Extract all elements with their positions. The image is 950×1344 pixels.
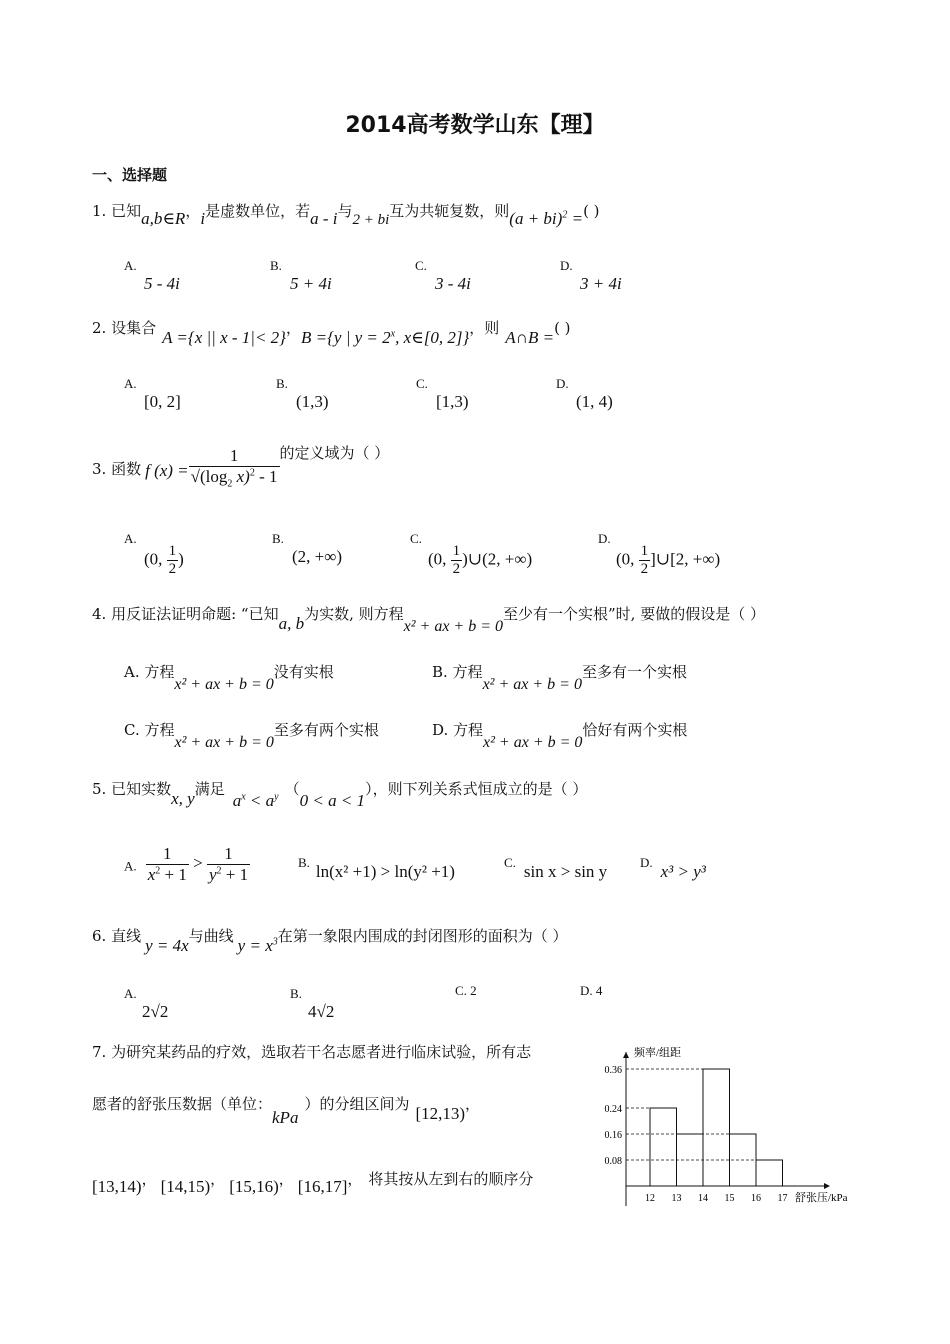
- q6-text-1: 与曲线: [188, 927, 234, 945]
- q2-option-c: C. [1,3): [416, 376, 469, 411]
- q5-text-2: （: [284, 780, 300, 798]
- q3-prefix: 3. 函数: [92, 459, 142, 478]
- q1-option-d: D. 3 + 4i: [560, 258, 622, 293]
- q1-math-5: (a + bi)$^2$ =: [509, 209, 584, 228]
- q1-text-1: ，: [185, 202, 201, 220]
- question-2: [92, 317, 571, 347]
- q3-math-1: f (x) =: [145, 460, 189, 480]
- q2-text-1: ，: [285, 319, 301, 337]
- q2-text-3: ( ): [554, 319, 571, 337]
- q3-option-b: B. (2, +∞): [272, 531, 343, 566]
- q5-text-1: 满足: [194, 780, 225, 798]
- x-tick-label: 16: [751, 1193, 761, 1204]
- q1-math-1: a,b∈R: [141, 209, 186, 228]
- q1-prefix: 1. 已知: [92, 202, 142, 220]
- q4-option-c: C. 方程x² + ax + b = 0至多有两个实根: [124, 721, 379, 751]
- y-tick-label: 0.08: [604, 1156, 622, 1167]
- q5-option-d: D. x³ > y³: [640, 855, 706, 881]
- x-axis-arrow: [824, 1183, 830, 1189]
- q2-text-2: ，则: [469, 319, 500, 337]
- q3-option-c: C. (0, $\frac{1}{2}$ )∪(2, +∞): [410, 531, 533, 577]
- x-tick-label: 13: [671, 1193, 682, 1204]
- question-3: [92, 440, 390, 490]
- q2-math-2: B ={y | $y = 2^x$, x∈[0, 2]}: [301, 328, 470, 347]
- q2-option-b: B. (1,3): [276, 376, 329, 411]
- q3-fraction: [189, 446, 280, 489]
- q3-denominator: $√(\log_2$ x)$^2$ - 1: [190, 467, 278, 490]
- y-tick-label: 0.24: [604, 1104, 622, 1115]
- question-7-line-2: 愿者的舒张压数据（单位：kPa）的分组区间为 [12,13)，: [92, 1095, 481, 1127]
- q5-math-3: 0 < a < 1: [299, 791, 366, 810]
- q6-math-1: y = 4x: [145, 936, 189, 955]
- question-7-line-1: 7. 为研究某药品的疗效，选取若干名志愿者进行临床试验，所有志: [92, 1043, 532, 1061]
- q4-text-1: 为实数, 则方程: [304, 605, 404, 623]
- q1-math-4: 2 + bi: [352, 212, 390, 228]
- y-tick-label: 0.16: [604, 1130, 622, 1141]
- q4-option-b: B. 方程x² + ax + b = 0至多有一个实根: [432, 663, 687, 693]
- q5-prefix: 5. 已知实数: [92, 780, 172, 798]
- q5-math-1: x, y: [171, 789, 195, 808]
- q4-option-a: A. 方程x² + ax + b = 0没有实根: [124, 663, 334, 693]
- q4-math-2: x² + ax + b = 0: [403, 618, 504, 635]
- q3-option-d: D. (0, $\frac{1}{2}$ ]∪[2, +∞): [598, 531, 721, 577]
- q6-option-a: A. 2√2: [124, 986, 169, 1021]
- q1-option-b: B. 5 + 4i: [270, 258, 332, 293]
- q4-math-1: a, b: [278, 614, 305, 633]
- q5-option-c: C. sin x > sin y: [504, 855, 608, 881]
- q5-math-2: $a^x < a^y$: [232, 791, 279, 810]
- q1-text-5: ( ): [583, 202, 600, 220]
- q3-text-1: 的定义域为（ ）: [279, 443, 390, 462]
- q2-prefix: 2. 设集合: [92, 319, 157, 337]
- q2-option-d: D. (1, 4): [556, 376, 613, 411]
- q6-option-d: D. 4: [580, 983, 603, 998]
- histogram-bar: [677, 1134, 704, 1186]
- question-4: [92, 603, 765, 635]
- histogram-bar: [756, 1160, 783, 1186]
- q6-option-c: C. 2: [455, 983, 477, 998]
- q2-math-1: A ={x || x - 1|< 2}: [162, 328, 286, 347]
- q6-prefix: 6. 直线: [92, 927, 142, 945]
- q4-text-2: 至少有一个实根”时, 要做的假设是（ ）: [503, 605, 765, 623]
- q3-option-a: A. (0, $\frac{1}{2}$ ): [124, 531, 184, 577]
- x-axis-label: 舒张压/kPa: [795, 1192, 848, 1204]
- q1-math-3: a - i: [310, 209, 338, 228]
- q4-prefix: 4. 用反证法证明命题: “已知: [92, 605, 279, 623]
- q1-text-4: 互为共轭复数，则: [389, 202, 510, 220]
- x-tick-label: 15: [724, 1193, 735, 1204]
- section-heading: 一、选择题: [92, 166, 168, 184]
- q6-option-b: B. 4√2: [290, 986, 335, 1021]
- y-axis-arrow: [623, 1052, 629, 1058]
- page-title: 2014高考数学山东【理】: [345, 113, 605, 138]
- question-6: [92, 925, 568, 955]
- y-tick-label: 0.36: [604, 1065, 622, 1076]
- q2-option-a: A. [0, 2]: [124, 376, 181, 411]
- question-7-line-3: [13,14)， [14,15)， [15,16)， [16,17]， 将其按从左到右的顺序分: [92, 1170, 534, 1196]
- histogram-bar: [650, 1108, 677, 1186]
- q5-option-b: B. ln(x² +1) > ln(y² +1): [298, 855, 455, 881]
- q6-math-2: $y = x^3$: [237, 936, 278, 955]
- x-tick-label: 14: [698, 1193, 708, 1204]
- x-tick-label: 12: [645, 1193, 655, 1204]
- q1-option-c: C. 3 - 4i: [415, 258, 471, 293]
- q5-text-3: ），则下列关系式恒成立的是（ ）: [365, 780, 588, 798]
- y-axis-label: 频率/组距: [634, 1047, 682, 1059]
- q4-option-d: D. 方程x² + ax + b = 0恰好有两个实根: [432, 721, 688, 751]
- x-tick-label: 17: [777, 1193, 788, 1204]
- q1-text-3: 与: [337, 202, 353, 220]
- q3-numerator: 1: [189, 446, 280, 467]
- question-1: [92, 200, 600, 228]
- q1-option-a: A. 5 - 4i: [124, 258, 180, 293]
- question-5: [92, 778, 588, 810]
- q5-option-a: A. $\frac{1}{x^2 + 1}$ > $\frac{1}{y^2 + 1}$: [124, 844, 249, 884]
- q1-text-2: 是虚数单位，若: [205, 202, 311, 220]
- q1-math-2: i: [200, 209, 206, 228]
- q6-text-2: 在第一象限内围成的封闭图形的面积为（ ）: [277, 927, 568, 945]
- histogram-bar: [703, 1069, 730, 1186]
- histogram-chart: [592, 1036, 862, 1211]
- q2-math-3: A∩B =: [505, 328, 555, 347]
